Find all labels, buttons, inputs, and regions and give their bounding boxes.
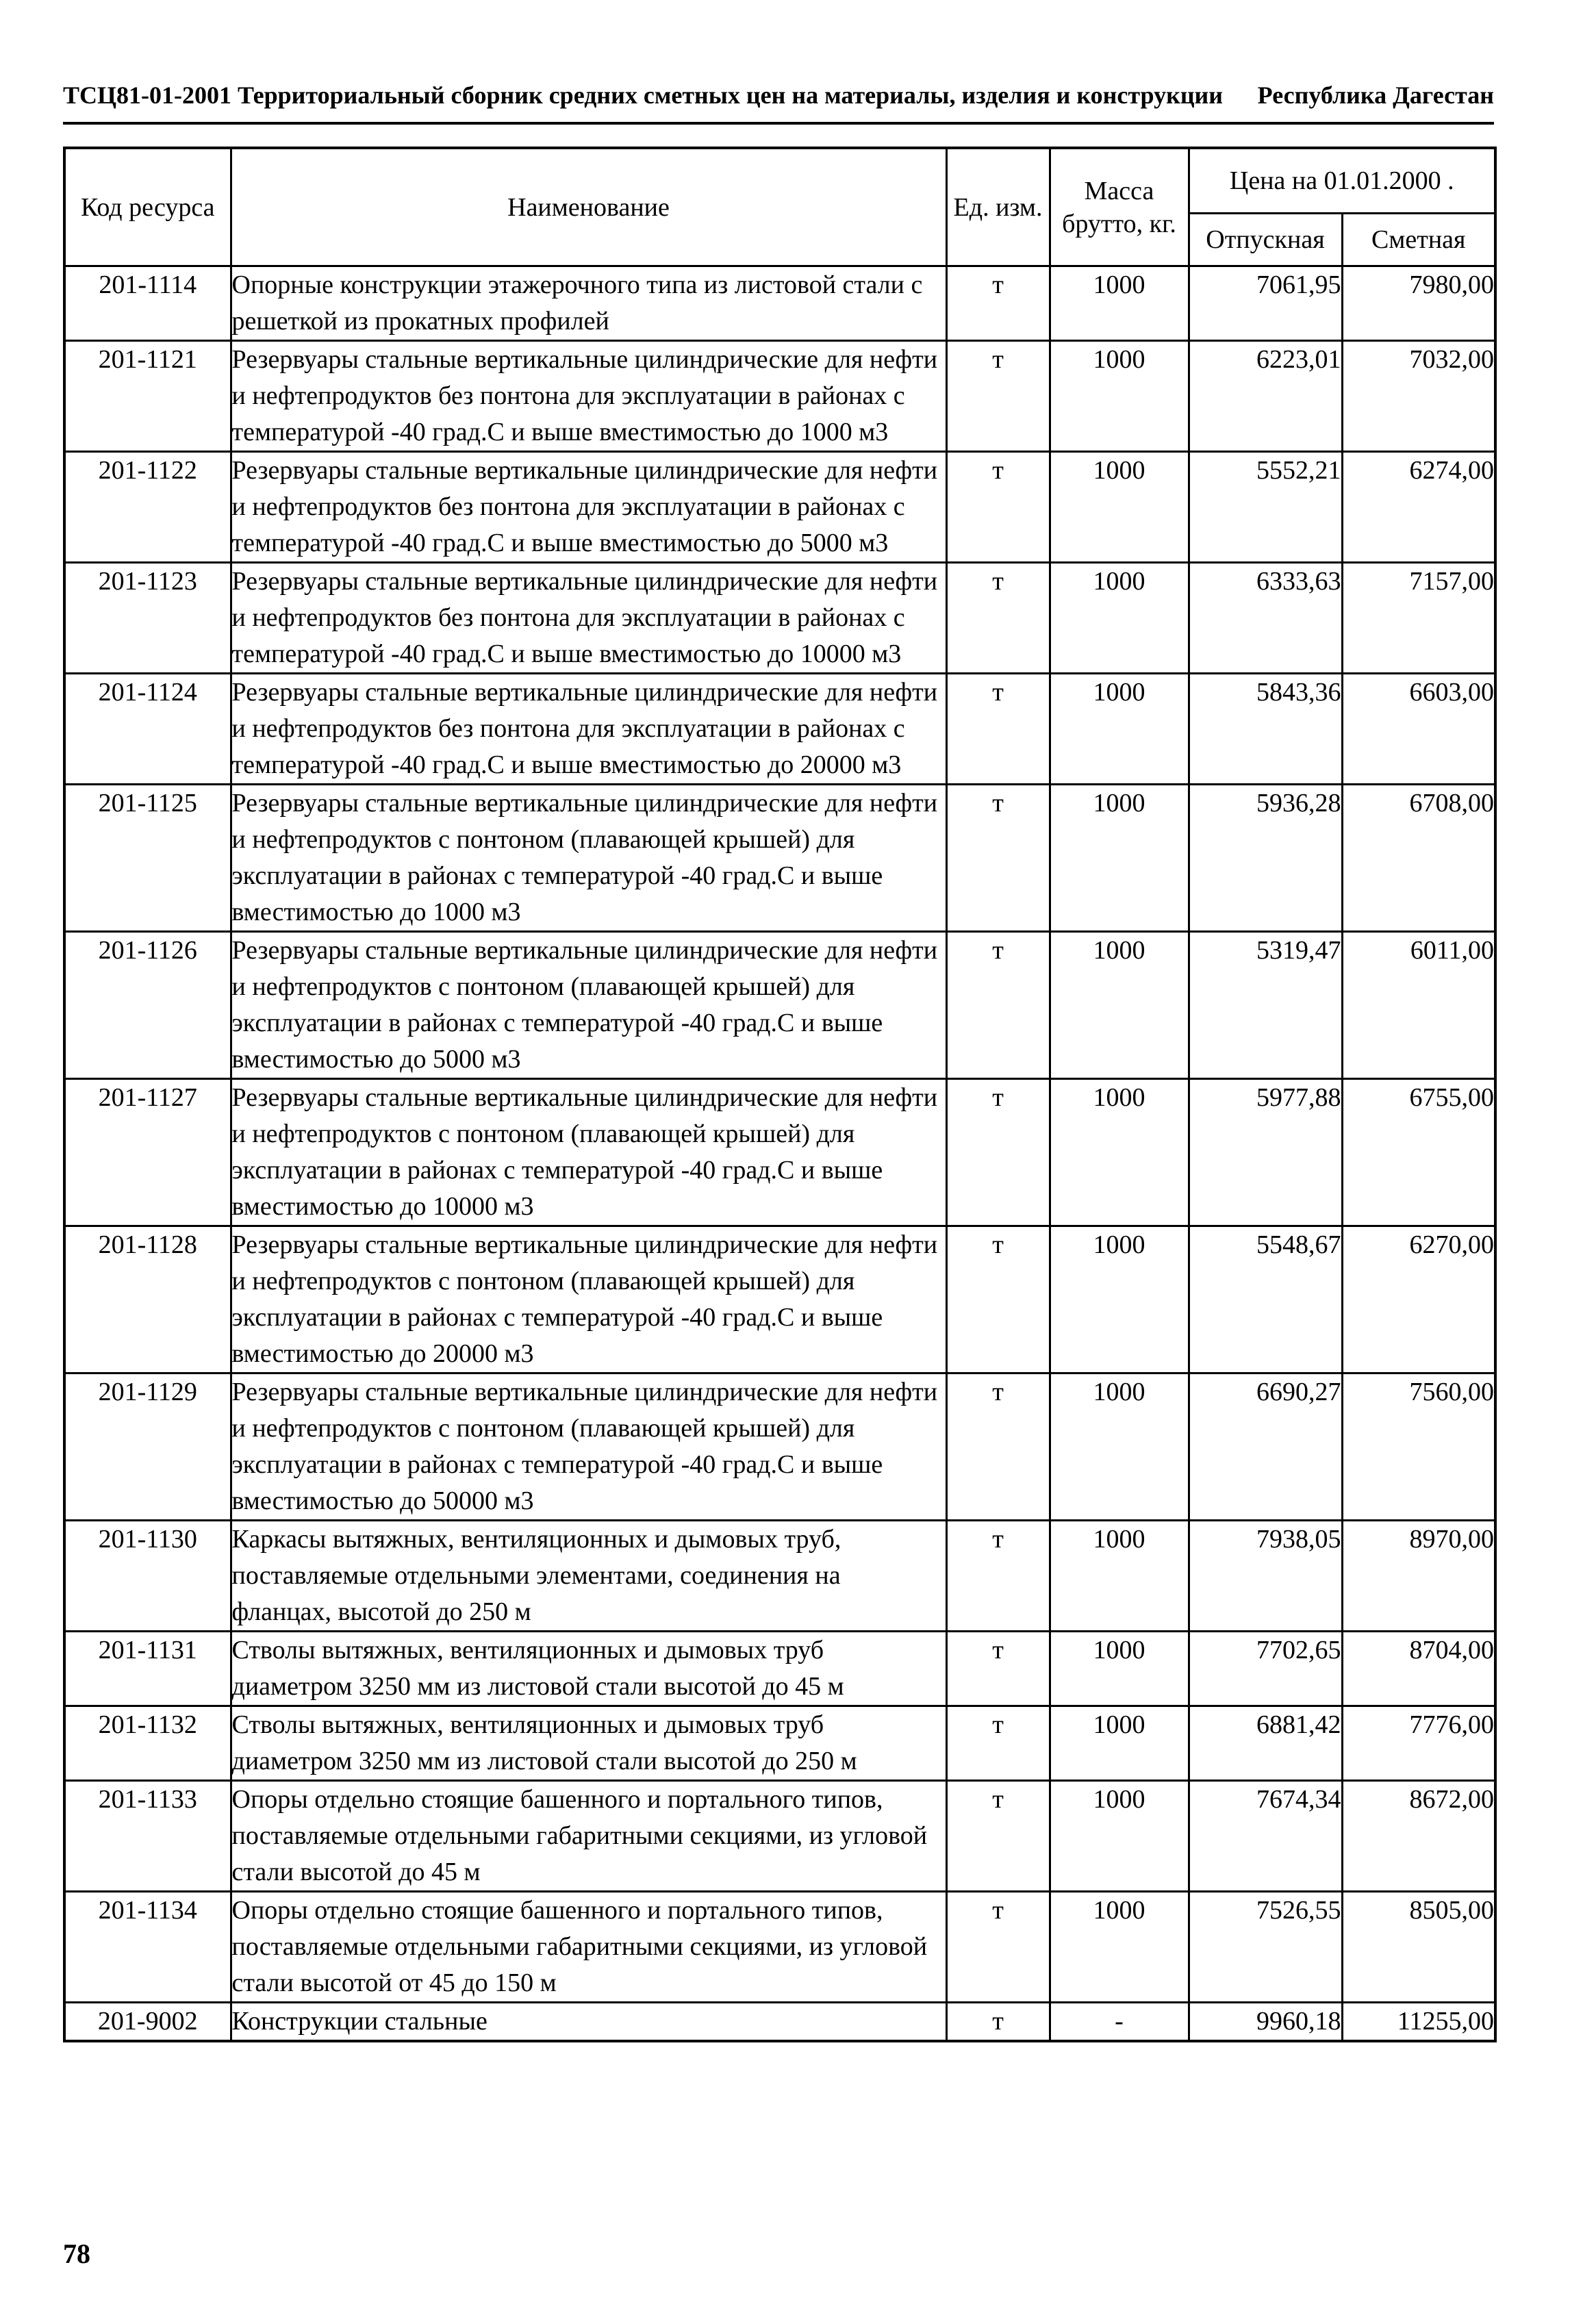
cell-name: Резервуары стальные вертикальные цилиндрические для нефти и нефтепродуктов без понтона для эксплуатации в районах с температурой -40 град.С и выше вместимостью до 10000 м3 [231, 563, 946, 674]
cell-price-otpusknaya: 7938,05 [1189, 1521, 1342, 1632]
cell-mass: 1000 [1050, 1632, 1189, 1706]
cell-name: Каркасы вытяжных, вентиляционных и дымовых труб, поставляемые отдельными элементами, соединения на фланцах, высотой до 250 м [231, 1521, 946, 1632]
table-row [64, 341, 1495, 452]
page-header [63, 81, 1494, 122]
cell-unit: т [946, 1226, 1050, 1373]
cell-price-otpusknaya: 6333,63 [1189, 563, 1342, 674]
header-rule [63, 122, 1494, 125]
cell-code: 201-1131 [64, 1632, 231, 1706]
table-row [64, 266, 1495, 341]
cell-price-smetnaya: 7032,00 [1342, 341, 1495, 452]
cell-price-smetnaya: 6603,00 [1342, 674, 1495, 785]
cell-mass: 1000 [1050, 932, 1189, 1079]
cell-unit: т [946, 2003, 1050, 2042]
cell-mass: 1000 [1050, 266, 1189, 341]
cell-code: 201-1124 [64, 674, 231, 785]
cell-mass: 1000 [1050, 785, 1189, 932]
table-row [64, 1373, 1495, 1521]
cell-price-otpusknaya: 7702,65 [1189, 1632, 1342, 1706]
cell-price-otpusknaya: 5977,88 [1189, 1079, 1342, 1226]
cell-code: 201-1130 [64, 1521, 231, 1632]
cell-code: 201-1129 [64, 1373, 231, 1521]
cell-price-smetnaya: 11255,00 [1342, 2003, 1495, 2042]
cell-price-smetnaya: 7980,00 [1342, 266, 1495, 341]
cell-mass: 1000 [1050, 1781, 1189, 1892]
column-header-mass: Масса брутто, кг. [1050, 148, 1189, 266]
cell-unit: т [946, 563, 1050, 674]
cell-mass: 1000 [1050, 1079, 1189, 1226]
cell-code: 201-1122 [64, 452, 231, 563]
table-row [64, 1079, 1495, 1226]
header-title: ТСЦ81-01-2001 Территориальный сборник средних сметных цен на материалы, изделия и конструкции [63, 81, 1224, 109]
cell-mass: 1000 [1050, 1706, 1189, 1781]
cell-price-otpusknaya: 5319,47 [1189, 932, 1342, 1079]
cell-code: 201-9002 [64, 2003, 231, 2042]
cell-name: Конструкции стальные [231, 2003, 946, 2042]
cell-code: 201-1125 [64, 785, 231, 932]
cell-mass: 1000 [1050, 1226, 1189, 1373]
resource-price-table [63, 147, 1497, 2042]
cell-price-smetnaya: 7776,00 [1342, 1706, 1495, 1781]
table-row [64, 452, 1495, 563]
cell-unit: т [946, 932, 1050, 1079]
cell-unit: т [946, 674, 1050, 785]
cell-unit: т [946, 452, 1050, 563]
table-row [64, 1706, 1495, 1781]
cell-name: Резервуары стальные вертикальные цилиндрические для нефти и нефтепродуктов с понтоном (плавающей крышей) для эксплуатации в районах с температурой -40 град.С и выше вместимостью до 10000 м3 [231, 1079, 946, 1226]
cell-name: Резервуары стальные вертикальные цилиндрические для нефти и нефтепродуктов без понтона для эксплуатации в районах с температурой -40 град.С и выше вместимостью до 5000 м3 [231, 452, 946, 563]
cell-code: 201-1114 [64, 266, 231, 341]
cell-unit: т [946, 1521, 1050, 1632]
table-row [64, 674, 1495, 785]
cell-price-otpusknaya: 6690,27 [1189, 1373, 1342, 1521]
cell-unit: т [946, 1706, 1050, 1781]
cell-mass: - [1050, 2003, 1189, 2042]
cell-price-otpusknaya: 6223,01 [1189, 341, 1342, 452]
table-row [64, 563, 1495, 674]
cell-price-otpusknaya: 5548,67 [1189, 1226, 1342, 1373]
cell-code: 201-1127 [64, 1079, 231, 1226]
table-row [64, 2003, 1495, 2042]
table-row [64, 1226, 1495, 1373]
cell-mass: 1000 [1050, 341, 1189, 452]
cell-name: Стволы вытяжных, вентиляционных и дымовых труб диаметром 3250 мм из листовой стали высотой до 45 м [231, 1632, 946, 1706]
table-row [64, 1521, 1495, 1632]
table-row [64, 1781, 1495, 1892]
cell-unit: т [946, 1892, 1050, 2003]
cell-price-otpusknaya: 5843,36 [1189, 674, 1342, 785]
cell-price-otpusknaya: 9960,18 [1189, 2003, 1342, 2042]
cell-name: Резервуары стальные вертикальные цилиндрические для нефти и нефтепродуктов с понтоном (плавающей крышей) для эксплуатации в районах с температурой -40 град.С и выше вместимостью до 1000 м3 [231, 785, 946, 932]
cell-unit: т [946, 266, 1050, 341]
cell-name: Стволы вытяжных, вентиляционных и дымовых труб диаметром 3250 мм из листовой стали высотой до 250 м [231, 1706, 946, 1781]
cell-price-smetnaya: 6011,00 [1342, 932, 1495, 1079]
cell-code: 201-1128 [64, 1226, 231, 1373]
cell-price-smetnaya: 6708,00 [1342, 785, 1495, 932]
column-header-code: Код ресурса [64, 148, 231, 266]
cell-unit: т [946, 1373, 1050, 1521]
cell-code: 201-1133 [64, 1781, 231, 1892]
cell-mass: 1000 [1050, 563, 1189, 674]
column-header-smetnaya: Сметная [1342, 214, 1495, 266]
table-row [64, 1892, 1495, 2003]
cell-price-otpusknaya: 7526,55 [1189, 1892, 1342, 2003]
column-header-unit: Ед. изм. [946, 148, 1050, 266]
cell-name: Резервуары стальные вертикальные цилиндрические для нефти и нефтепродуктов с понтоном (плавающей крышей) для эксплуатации в районах с температурой -40 град.С и выше вместимостью до 20000 м3 [231, 1226, 946, 1373]
cell-unit: т [946, 1781, 1050, 1892]
cell-price-smetnaya: 8672,00 [1342, 1781, 1495, 1892]
cell-mass: 1000 [1050, 1373, 1189, 1521]
cell-name: Опоры отдельно стоящие башенного и портального типов, поставляемые отдельными габаритными секциями, из угловой стали высотой до 45 м [231, 1781, 946, 1892]
cell-code: 201-1123 [64, 563, 231, 674]
cell-price-smetnaya: 6270,00 [1342, 1226, 1495, 1373]
cell-price-otpusknaya: 7674,34 [1189, 1781, 1342, 1892]
cell-unit: т [946, 1079, 1050, 1226]
cell-price-smetnaya: 8505,00 [1342, 1892, 1495, 2003]
column-header-price: Цена на 01.01.2000 . [1189, 148, 1495, 214]
table-row [64, 1632, 1495, 1706]
cell-mass: 1000 [1050, 1892, 1189, 2003]
cell-mass: 1000 [1050, 674, 1189, 785]
cell-unit: т [946, 341, 1050, 452]
cell-price-otpusknaya: 6881,42 [1189, 1706, 1342, 1781]
cell-price-otpusknaya: 5552,21 [1189, 452, 1342, 563]
cell-price-smetnaya: 7157,00 [1342, 563, 1495, 674]
cell-name: Резервуары стальные вертикальные цилиндрические для нефти и нефтепродуктов с понтоном (плавающей крышей) для эксплуатации в районах с температурой -40 град.С и выше вместимостью до 5000 м3 [231, 932, 946, 1079]
header-region: Республика Дагестан [1257, 81, 1494, 109]
cell-price-otpusknaya: 7061,95 [1189, 266, 1342, 341]
cell-name: Опорные конструкции этажерочного типа из листовой стали с решеткой из прокатных профилей [231, 266, 946, 341]
cell-code: 201-1134 [64, 1892, 231, 2003]
cell-mass: 1000 [1050, 1521, 1189, 1632]
cell-name: Резервуары стальные вертикальные цилиндрические для нефти и нефтепродуктов с понтоном (плавающей крышей) для эксплуатации в районах с температурой -40 град.С и выше вместимостью до 50000 м3 [231, 1373, 946, 1521]
cell-mass: 1000 [1050, 452, 1189, 563]
cell-unit: т [946, 785, 1050, 932]
column-header-otpusknaya: Отпускная [1189, 214, 1342, 266]
cell-price-smetnaya: 8704,00 [1342, 1632, 1495, 1706]
column-header-name: Наименование [231, 148, 946, 266]
cell-price-smetnaya: 7560,00 [1342, 1373, 1495, 1521]
cell-code: 201-1126 [64, 932, 231, 1079]
cell-price-smetnaya: 8970,00 [1342, 1521, 1495, 1632]
table-row [64, 785, 1495, 932]
table-row [64, 932, 1495, 1079]
cell-name: Резервуары стальные вертикальные цилиндрические для нефти и нефтепродуктов без понтона для эксплуатации в районах с температурой -40 град.С и выше вместимостью до 1000 м3 [231, 341, 946, 452]
cell-code: 201-1121 [64, 341, 231, 452]
cell-code: 201-1132 [64, 1706, 231, 1781]
cell-name: Опоры отдельно стоящие башенного и портального типов, поставляемые отдельными габаритными секциями, из угловой стали высотой от 45 до 150 м [231, 1892, 946, 2003]
cell-price-smetnaya: 6755,00 [1342, 1079, 1495, 1226]
cell-name: Резервуары стальные вертикальные цилиндрические для нефти и нефтепродуктов без понтона для эксплуатации в районах с температурой -40 град.С и выше вместимостью до 20000 м3 [231, 674, 946, 785]
cell-unit: т [946, 1632, 1050, 1706]
page-number: 78 [63, 2238, 90, 2269]
cell-price-otpusknaya: 5936,28 [1189, 785, 1342, 932]
cell-price-smetnaya: 6274,00 [1342, 452, 1495, 563]
